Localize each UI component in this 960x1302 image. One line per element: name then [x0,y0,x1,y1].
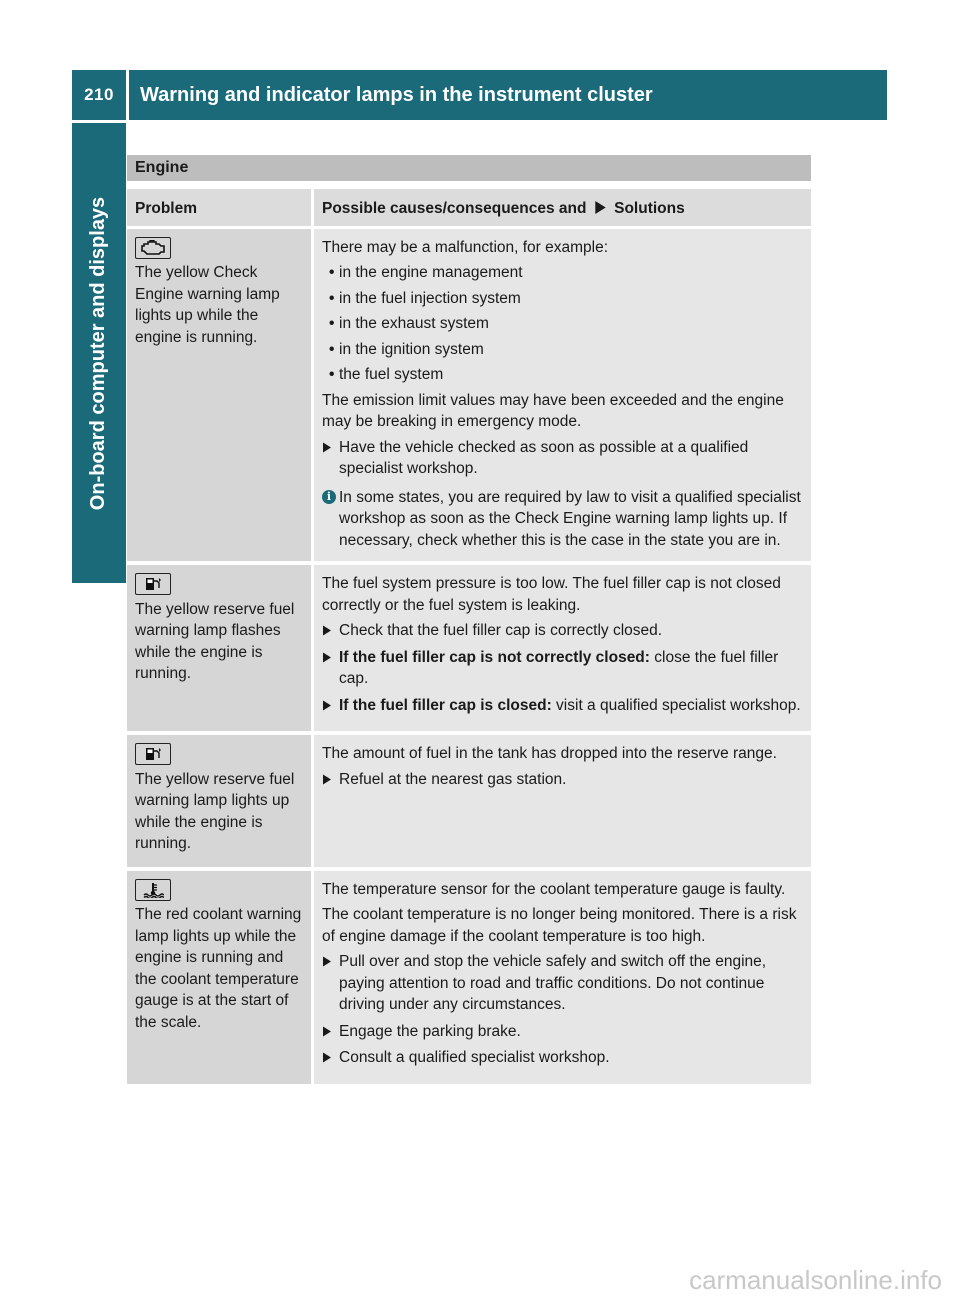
info-icon: i [322,490,336,504]
problem-text: The yellow reserve fuel warning lamp flashes while the engine is running. [135,600,295,682]
side-tab [72,123,126,583]
step-action: close the fuel filler cap. [339,648,779,687]
arrow-right-icon [322,774,332,785]
bullet-text: in the fuel injection system [339,289,521,307]
problem-cell [127,735,314,871]
solution-step [322,620,804,642]
step-text [339,647,804,690]
info-note [322,487,804,552]
arrow-right-icon [322,700,332,711]
problem-cell [127,871,314,1088]
arrow-right-icon [322,442,332,453]
cause-intro: The temperature sensor for the coolant temperature gauge is faulty. [322,880,786,898]
step-action: visit a qualified specialist workshop. [551,696,801,714]
problem-text: The red coolant warning lamp lights up while the engine is running and the coolant temperature gauge is at the start of the scale. [135,906,302,1031]
section-title: Engine [127,155,811,181]
solution-step [322,647,804,690]
table-row [127,229,811,566]
solution-cell [314,565,811,735]
solution-step [322,951,804,1016]
coolant-temperature-icon [135,879,171,901]
bullet-text: in the ignition system [339,340,484,358]
table-row [127,565,811,735]
step-condition: If the fuel filler cap is closed: [339,696,552,714]
fuel-pump-icon [135,573,171,595]
step-text: Pull over and stop the vehicle safely and switch off the engine, paying attention to road and traffic conditions. Do not continue driving under any circumstances. [339,953,767,1013]
arrow-right-icon [322,652,332,663]
step-text: Check that the fuel filler cap is correctly closed. [339,622,663,639]
solution-cell [314,735,811,871]
bullet-text: the fuel system [339,366,444,383]
arrow-right-icon [594,201,607,214]
list-item: • the fuel system [322,364,804,386]
solution-cell [314,871,811,1088]
solution-step [322,769,804,791]
lamp-table [127,189,811,1088]
consequence-text: The emission limit values may have been exceeded and the engine may be breaking in emergency mode. [322,391,784,430]
solution-step [322,695,804,717]
step-text: Have the vehicle checked as soon as possible at a qualified specialist workshop. [339,438,749,477]
arrow-right-icon [322,625,332,636]
table-row [127,871,811,1088]
header-solutions-suffix: Solutions [614,200,685,217]
page-number: 210 [72,70,126,120]
header-solutions-prefix: Possible causes/consequences and [322,200,587,217]
table-row [127,735,811,871]
page-title: Warning and indicator lamps in the instrument cluster [129,70,887,120]
list-item: • in the ignition system [322,339,804,361]
problem-text: The yellow reserve fuel warning lamp lights up while the engine is running. [135,770,295,852]
bullet-text: in the exhaust system [339,315,489,332]
consequence-text: The coolant temperature is no longer being monitored. There is a risk of engine damage if the coolant temperature is too high. [322,906,797,945]
arrow-right-icon [322,956,332,967]
solution-step [322,437,804,480]
header-problem: Problem [127,189,314,229]
fuel-pump-icon [135,743,171,765]
cause-intro: The amount of fuel in the tank has dropped into the reserve range. [322,745,777,762]
step-text: Engage the parking brake. [339,1022,521,1040]
problem-text: The yellow Check Engine warning lamp lights up while the engine is running. [135,264,280,346]
side-tab-label: On-board computer and displays [87,196,110,510]
solution-step [322,1021,804,1043]
cause-intro: The fuel system pressure is too low. The fuel filler cap is not closed correctly or the fuel system is leaking. [322,575,781,614]
list-item: • in the engine management [322,262,804,284]
table-header-row [127,189,811,229]
arrow-right-icon [322,1026,332,1037]
watermark: carmanualsonline.info [689,1265,942,1295]
list-item: • in the exhaust system [322,313,804,335]
step-text [339,695,801,717]
check-engine-icon [135,237,171,259]
list-item: • in the fuel injection system [322,288,804,310]
bullet-text: in the engine management [339,264,523,281]
step-text: Refuel at the nearest gas station. [339,770,567,788]
problem-cell [127,229,314,566]
step-condition: If the fuel filler cap is not correctly closed: [339,648,650,666]
step-text: Consult a qualified specialist workshop. [339,1049,610,1066]
solution-step [322,1047,804,1069]
info-text: In some states, you are required by law to visit a qualified specialist workshop as soon as the Check Engine warning lamp lights up. If necessary, check whether this is the case in the state you are in. [339,488,801,549]
header-solutions [314,189,811,229]
cause-intro: There may be a malfunction, for example: [322,238,609,256]
solution-cell [314,229,811,566]
problem-cell [127,565,314,735]
arrow-right-icon [322,1052,332,1063]
